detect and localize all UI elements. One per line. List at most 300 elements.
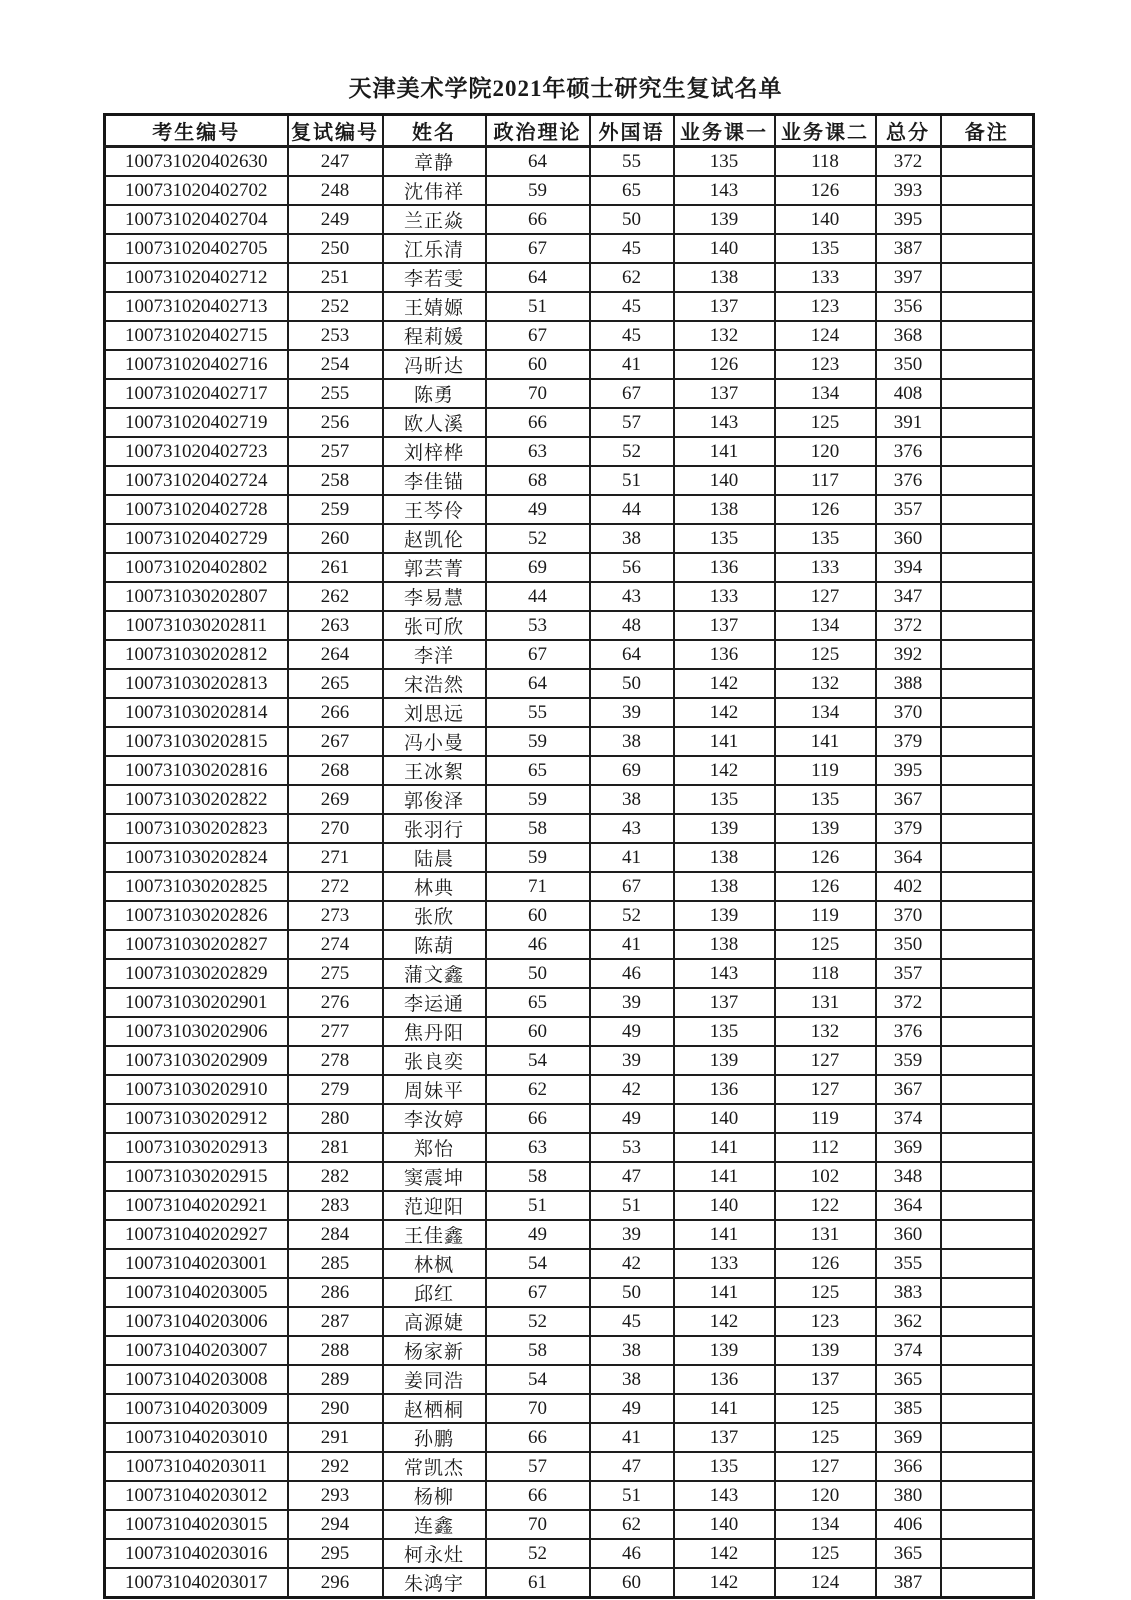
cell-course2-score: 125 — [775, 1423, 876, 1452]
cell-candidate-no: 100731030202909 — [105, 1046, 288, 1075]
cell-total-score: 406 — [876, 1510, 941, 1539]
cell-retest-no: 261 — [288, 553, 383, 582]
cell-total-score: 365 — [876, 1365, 941, 1394]
cell-foreign-language-score: 45 — [590, 321, 674, 350]
cell-candidate-no: 100731030202823 — [105, 814, 288, 843]
cell-retest-no: 279 — [288, 1075, 383, 1104]
cell-retest-no: 266 — [288, 698, 383, 727]
cell-total-score: 348 — [876, 1162, 941, 1191]
cell-retest-no: 270 — [288, 814, 383, 843]
cell-retest-no: 295 — [288, 1539, 383, 1568]
cell-candidate-no: 100731020402728 — [105, 495, 288, 524]
cell-candidate-no: 100731030202827 — [105, 930, 288, 959]
cell-course2-score: 134 — [775, 379, 876, 408]
cell-course1-score: 142 — [674, 698, 775, 727]
table-row — [105, 1539, 1034, 1568]
cell-name: 窦震坤 — [383, 1162, 486, 1191]
cell-politics-score: 66 — [486, 408, 590, 437]
cell-remark — [941, 1278, 1034, 1307]
cell-candidate-no: 100731020402704 — [105, 205, 288, 234]
cell-course1-score: 140 — [674, 466, 775, 495]
cell-politics-score: 68 — [486, 466, 590, 495]
cell-course1-score: 138 — [674, 930, 775, 959]
cell-remark — [941, 872, 1034, 901]
cell-politics-score: 59 — [486, 727, 590, 756]
cell-foreign-language-score: 52 — [590, 901, 674, 930]
cell-retest-no: 280 — [288, 1104, 383, 1133]
cell-remark — [941, 1510, 1034, 1539]
table-row — [105, 263, 1034, 292]
cell-course1-score: 137 — [674, 1423, 775, 1452]
cell-retest-no: 247 — [288, 147, 383, 177]
cell-remark — [941, 698, 1034, 727]
cell-foreign-language-score: 38 — [590, 1336, 674, 1365]
cell-name: 孙鹏 — [383, 1423, 486, 1452]
cell-politics-score: 62 — [486, 1075, 590, 1104]
table-row — [105, 495, 1034, 524]
cell-name: 张良奕 — [383, 1046, 486, 1075]
cell-foreign-language-score: 39 — [590, 1046, 674, 1075]
cell-retest-no: 284 — [288, 1220, 383, 1249]
cell-total-score: 402 — [876, 872, 941, 901]
cell-retest-no: 282 — [288, 1162, 383, 1191]
cell-course1-score: 142 — [674, 1307, 775, 1336]
column-header-name: 姓名 — [383, 115, 486, 147]
cell-foreign-language-score: 41 — [590, 843, 674, 872]
table-row — [105, 611, 1034, 640]
cell-politics-score: 51 — [486, 292, 590, 321]
page-title: 天津美术学院2021年硕士研究生复试名单 — [348, 76, 783, 101]
cell-foreign-language-score: 51 — [590, 1481, 674, 1510]
cell-retest-no: 252 — [288, 292, 383, 321]
cell-name: 王冰絮 — [383, 756, 486, 785]
cell-politics-score: 64 — [486, 669, 590, 698]
cell-total-score: 374 — [876, 1104, 941, 1133]
cell-politics-score: 64 — [486, 147, 590, 177]
header-row — [105, 115, 1034, 147]
cell-name: 江乐清 — [383, 234, 486, 263]
table-row — [105, 379, 1034, 408]
cell-course1-score: 135 — [674, 1452, 775, 1481]
table-row — [105, 1394, 1034, 1423]
cell-name: 姜同浩 — [383, 1365, 486, 1394]
cell-name: 李易慧 — [383, 582, 486, 611]
cell-course1-score: 137 — [674, 292, 775, 321]
cell-politics-score: 50 — [486, 959, 590, 988]
cell-remark — [941, 1162, 1034, 1191]
cell-name: 刘梓桦 — [383, 437, 486, 466]
cell-total-score: 372 — [876, 147, 941, 177]
cell-course2-score: 135 — [775, 524, 876, 553]
cell-name: 王芩伶 — [383, 495, 486, 524]
cell-politics-score: 44 — [486, 582, 590, 611]
cell-remark — [941, 466, 1034, 495]
cell-name: 蒲文鑫 — [383, 959, 486, 988]
cell-name: 常凯杰 — [383, 1452, 486, 1481]
table-row — [105, 1191, 1034, 1220]
table-row — [105, 437, 1034, 466]
cell-politics-score: 57 — [486, 1452, 590, 1481]
cell-name: 范迎阳 — [383, 1191, 486, 1220]
table-row — [105, 669, 1034, 698]
cell-name: 柯永灶 — [383, 1539, 486, 1568]
cell-total-score: 391 — [876, 408, 941, 437]
cell-retest-no: 273 — [288, 901, 383, 930]
column-header-remark: 备注 — [941, 115, 1034, 147]
cell-candidate-no: 100731030202901 — [105, 988, 288, 1017]
cell-candidate-no: 100731030202826 — [105, 901, 288, 930]
cell-retest-no: 278 — [288, 1046, 383, 1075]
table-row — [105, 553, 1034, 582]
cell-remark — [941, 205, 1034, 234]
cell-name: 章静 — [383, 147, 486, 177]
cell-retest-no: 250 — [288, 234, 383, 263]
cell-name: 郑怡 — [383, 1133, 486, 1162]
cell-foreign-language-score: 42 — [590, 1249, 674, 1278]
table-row — [105, 1162, 1034, 1191]
cell-politics-score: 63 — [486, 1133, 590, 1162]
cell-course2-score: 132 — [775, 669, 876, 698]
cell-foreign-language-score: 39 — [590, 1220, 674, 1249]
cell-total-score: 364 — [876, 843, 941, 872]
cell-course2-score: 131 — [775, 988, 876, 1017]
table-row — [105, 698, 1034, 727]
cell-total-score: 347 — [876, 582, 941, 611]
cell-course1-score: 137 — [674, 988, 775, 1017]
cell-foreign-language-score: 67 — [590, 379, 674, 408]
cell-candidate-no: 100731030202910 — [105, 1075, 288, 1104]
table-row — [105, 1046, 1034, 1075]
cell-candidate-no: 100731030202913 — [105, 1133, 288, 1162]
table-row — [105, 292, 1034, 321]
cell-remark — [941, 1481, 1034, 1510]
cell-remark — [941, 988, 1034, 1017]
cell-course2-score: 125 — [775, 1394, 876, 1423]
cell-foreign-language-score: 38 — [590, 1365, 674, 1394]
cell-course1-score: 138 — [674, 843, 775, 872]
cell-course1-score: 141 — [674, 727, 775, 756]
cell-candidate-no: 100731030202824 — [105, 843, 288, 872]
cell-retest-no: 296 — [288, 1568, 383, 1598]
cell-politics-score: 59 — [486, 176, 590, 205]
cell-course2-score: 131 — [775, 1220, 876, 1249]
cell-candidate-no: 100731030202814 — [105, 698, 288, 727]
cell-course2-score: 118 — [775, 959, 876, 988]
cell-remark — [941, 524, 1034, 553]
cell-politics-score: 69 — [486, 553, 590, 582]
table-row — [105, 234, 1034, 263]
cell-politics-score: 70 — [486, 379, 590, 408]
cell-course2-score: 126 — [775, 872, 876, 901]
cell-foreign-language-score: 39 — [590, 698, 674, 727]
cell-politics-score: 49 — [486, 1220, 590, 1249]
cell-politics-score: 60 — [486, 350, 590, 379]
table-row — [105, 1104, 1034, 1133]
cell-foreign-language-score: 38 — [590, 524, 674, 553]
table-row — [105, 582, 1034, 611]
cell-course2-score: 123 — [775, 292, 876, 321]
cell-politics-score: 55 — [486, 698, 590, 727]
table-row — [105, 756, 1034, 785]
cell-total-score: 369 — [876, 1423, 941, 1452]
cell-name: 杨柳 — [383, 1481, 486, 1510]
table-body — [105, 147, 1034, 1598]
cell-candidate-no: 100731040203010 — [105, 1423, 288, 1452]
table-row — [105, 1568, 1034, 1598]
cell-retest-no: 292 — [288, 1452, 383, 1481]
cell-candidate-no: 100731030202822 — [105, 785, 288, 814]
cell-course2-score: 134 — [775, 1510, 876, 1539]
table-row — [105, 1249, 1034, 1278]
cell-retest-no: 260 — [288, 524, 383, 553]
cell-candidate-no: 100731030202815 — [105, 727, 288, 756]
cell-course2-score: 125 — [775, 1539, 876, 1568]
cell-course2-score: 133 — [775, 263, 876, 292]
column-header-foreign-language-score: 外国语 — [590, 115, 674, 147]
table-row — [105, 640, 1034, 669]
cell-course2-score: 123 — [775, 350, 876, 379]
cell-remark — [941, 1394, 1034, 1423]
cell-politics-score: 59 — [486, 843, 590, 872]
cell-name: 林典 — [383, 872, 486, 901]
cell-candidate-no: 100731030202812 — [105, 640, 288, 669]
cell-politics-score: 51 — [486, 1191, 590, 1220]
cell-total-score: 370 — [876, 901, 941, 930]
cell-name: 沈伟祥 — [383, 176, 486, 205]
table-row — [105, 1220, 1034, 1249]
cell-course1-score: 137 — [674, 611, 775, 640]
cell-foreign-language-score: 44 — [590, 495, 674, 524]
cell-foreign-language-score: 62 — [590, 263, 674, 292]
cell-remark — [941, 843, 1034, 872]
cell-course2-score: 112 — [775, 1133, 876, 1162]
cell-course1-score: 126 — [674, 350, 775, 379]
cell-politics-score: 49 — [486, 495, 590, 524]
cell-politics-score: 52 — [486, 1307, 590, 1336]
cell-foreign-language-score: 42 — [590, 1075, 674, 1104]
cell-politics-score: 59 — [486, 785, 590, 814]
cell-candidate-no: 100731030202825 — [105, 872, 288, 901]
cell-politics-score: 58 — [486, 1162, 590, 1191]
table-row — [105, 901, 1034, 930]
cell-politics-score: 54 — [486, 1046, 590, 1075]
cell-total-score: 380 — [876, 1481, 941, 1510]
results-table — [103, 113, 1035, 1599]
cell-remark — [941, 553, 1034, 582]
cell-candidate-no: 100731040203001 — [105, 1249, 288, 1278]
cell-name: 李若雯 — [383, 263, 486, 292]
cell-retest-no: 290 — [288, 1394, 383, 1423]
cell-course2-score: 127 — [775, 582, 876, 611]
cell-course1-score: 133 — [674, 1249, 775, 1278]
table-row — [105, 1133, 1034, 1162]
cell-remark — [941, 901, 1034, 930]
cell-total-score: 357 — [876, 495, 941, 524]
cell-retest-no: 272 — [288, 872, 383, 901]
table-row — [105, 1481, 1034, 1510]
table-header — [105, 115, 1034, 147]
cell-course2-score: 126 — [775, 1249, 876, 1278]
cell-course1-score: 142 — [674, 756, 775, 785]
cell-foreign-language-score: 41 — [590, 350, 674, 379]
cell-candidate-no: 100731040203011 — [105, 1452, 288, 1481]
cell-total-score: 376 — [876, 466, 941, 495]
cell-name: 邱红 — [383, 1278, 486, 1307]
column-header-candidate-no: 考生编号 — [105, 115, 288, 147]
cell-remark — [941, 669, 1034, 698]
cell-politics-score: 67 — [486, 1278, 590, 1307]
cell-course2-score: 123 — [775, 1307, 876, 1336]
cell-name: 赵凯伦 — [383, 524, 486, 553]
cell-foreign-language-score: 67 — [590, 872, 674, 901]
cell-name: 刘思远 — [383, 698, 486, 727]
cell-retest-no: 249 — [288, 205, 383, 234]
cell-course2-score: 126 — [775, 176, 876, 205]
cell-foreign-language-score: 49 — [590, 1017, 674, 1046]
cell-foreign-language-score: 43 — [590, 814, 674, 843]
table-row — [105, 1510, 1034, 1539]
cell-course1-score: 135 — [674, 147, 775, 177]
cell-total-score: 392 — [876, 640, 941, 669]
cell-course2-score: 119 — [775, 1104, 876, 1133]
cell-candidate-no: 100731030202906 — [105, 1017, 288, 1046]
cell-retest-no: 259 — [288, 495, 383, 524]
cell-remark — [941, 1220, 1034, 1249]
cell-retest-no: 285 — [288, 1249, 383, 1278]
cell-retest-no: 251 — [288, 263, 383, 292]
cell-politics-score: 53 — [486, 611, 590, 640]
cell-candidate-no: 100731040202921 — [105, 1191, 288, 1220]
cell-politics-score: 67 — [486, 640, 590, 669]
cell-foreign-language-score: 51 — [590, 1191, 674, 1220]
cell-foreign-language-score: 57 — [590, 408, 674, 437]
cell-total-score: 360 — [876, 524, 941, 553]
cell-total-score: 379 — [876, 727, 941, 756]
cell-retest-no: 287 — [288, 1307, 383, 1336]
cell-course2-score: 137 — [775, 1365, 876, 1394]
cell-candidate-no: 100731040203009 — [105, 1394, 288, 1423]
cell-politics-score: 65 — [486, 756, 590, 785]
cell-course1-score: 141 — [674, 1394, 775, 1423]
cell-total-score: 383 — [876, 1278, 941, 1307]
table-row — [105, 205, 1034, 234]
cell-course1-score: 138 — [674, 263, 775, 292]
cell-course2-score: 135 — [775, 234, 876, 263]
cell-retest-no: 263 — [288, 611, 383, 640]
cell-candidate-no: 100731030202811 — [105, 611, 288, 640]
cell-course1-score: 139 — [674, 205, 775, 234]
cell-foreign-language-score: 45 — [590, 234, 674, 263]
cell-candidate-no: 100731040203007 — [105, 1336, 288, 1365]
cell-retest-no: 262 — [288, 582, 383, 611]
cell-course1-score: 133 — [674, 582, 775, 611]
cell-politics-score: 58 — [486, 814, 590, 843]
cell-course2-score: 139 — [775, 1336, 876, 1365]
cell-course2-score: 118 — [775, 147, 876, 177]
cell-course1-score: 139 — [674, 814, 775, 843]
cell-course1-score: 138 — [674, 495, 775, 524]
table-row — [105, 1017, 1034, 1046]
cell-total-score: 408 — [876, 379, 941, 408]
table-row — [105, 1307, 1034, 1336]
cell-foreign-language-score: 50 — [590, 669, 674, 698]
cell-course1-score: 136 — [674, 553, 775, 582]
cell-name: 张可欣 — [383, 611, 486, 640]
cell-name: 郭俊泽 — [383, 785, 486, 814]
cell-total-score: 362 — [876, 1307, 941, 1336]
cell-retest-no: 293 — [288, 1481, 383, 1510]
cell-retest-no: 269 — [288, 785, 383, 814]
cell-name: 陈勇 — [383, 379, 486, 408]
cell-total-score: 397 — [876, 263, 941, 292]
cell-candidate-no: 100731040203005 — [105, 1278, 288, 1307]
cell-name: 冯昕达 — [383, 350, 486, 379]
cell-candidate-no: 100731030202912 — [105, 1104, 288, 1133]
cell-candidate-no: 100731020402713 — [105, 292, 288, 321]
cell-retest-no: 274 — [288, 930, 383, 959]
cell-name: 王佳鑫 — [383, 1220, 486, 1249]
cell-total-score: 367 — [876, 1075, 941, 1104]
table-row — [105, 321, 1034, 350]
cell-candidate-no: 100731020402719 — [105, 408, 288, 437]
cell-course2-score: 102 — [775, 1162, 876, 1191]
cell-retest-no: 277 — [288, 1017, 383, 1046]
cell-total-score: 379 — [876, 814, 941, 843]
cell-remark — [941, 1249, 1034, 1278]
cell-foreign-language-score: 69 — [590, 756, 674, 785]
cell-name: 王婧嫄 — [383, 292, 486, 321]
cell-course2-score: 120 — [775, 437, 876, 466]
cell-name: 兰正焱 — [383, 205, 486, 234]
cell-total-score: 350 — [876, 350, 941, 379]
column-header-total-score: 总分 — [876, 115, 941, 147]
cell-course1-score: 139 — [674, 901, 775, 930]
cell-course2-score: 141 — [775, 727, 876, 756]
cell-politics-score: 46 — [486, 930, 590, 959]
cell-course1-score: 141 — [674, 1220, 775, 1249]
cell-course1-score: 140 — [674, 1104, 775, 1133]
cell-foreign-language-score: 41 — [590, 1423, 674, 1452]
cell-candidate-no: 100731030202816 — [105, 756, 288, 785]
cell-remark — [941, 1075, 1034, 1104]
cell-name: 焦丹阳 — [383, 1017, 486, 1046]
cell-foreign-language-score: 47 — [590, 1162, 674, 1191]
cell-course1-score: 139 — [674, 1046, 775, 1075]
cell-remark — [941, 814, 1034, 843]
cell-retest-no: 286 — [288, 1278, 383, 1307]
cell-remark — [941, 582, 1034, 611]
cell-retest-no: 291 — [288, 1423, 383, 1452]
cell-total-score: 357 — [876, 959, 941, 988]
cell-course2-score: 125 — [775, 408, 876, 437]
cell-retest-no: 275 — [288, 959, 383, 988]
cell-foreign-language-score: 46 — [590, 1539, 674, 1568]
cell-name: 周妹平 — [383, 1075, 486, 1104]
cell-course2-score: 127 — [775, 1075, 876, 1104]
cell-foreign-language-score: 50 — [590, 205, 674, 234]
cell-retest-no: 288 — [288, 1336, 383, 1365]
cell-course2-score: 119 — [775, 756, 876, 785]
cell-total-score: 367 — [876, 785, 941, 814]
cell-name: 李洋 — [383, 640, 486, 669]
cell-total-score: 385 — [876, 1394, 941, 1423]
cell-name: 张羽行 — [383, 814, 486, 843]
cell-politics-score: 71 — [486, 872, 590, 901]
cell-total-score: 393 — [876, 176, 941, 205]
cell-remark — [941, 1568, 1034, 1598]
cell-retest-no: 253 — [288, 321, 383, 350]
cell-course2-score: 122 — [775, 1191, 876, 1220]
